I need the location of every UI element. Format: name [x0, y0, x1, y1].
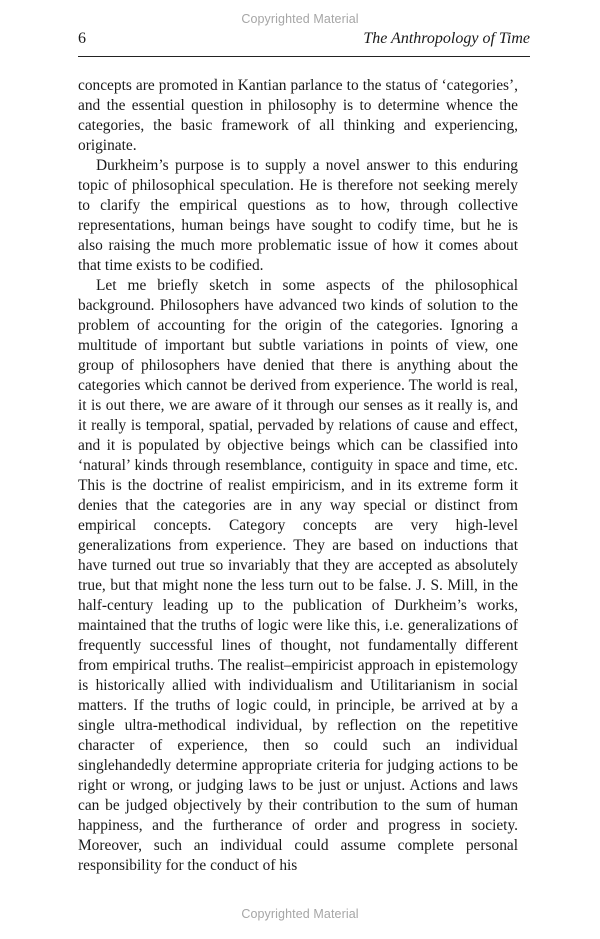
body-text [78, 76, 518, 876]
running-head: The Anthropology of Time [363, 30, 530, 47]
copyright-watermark-top: Copyrighted Material [241, 12, 359, 26]
page-number: 6 [78, 30, 86, 47]
page-header [78, 30, 530, 52]
paragraph-continuation: concepts are promoted in Kantian parlance to the status of ‘categories’, and the essential question in philosophy is to determine whence the categories, the basic framework of all thinking and experiencing, originate. [78, 77, 518, 154]
paragraph-philosophical-background: Let me briefly sketch in some aspects of the philosophical background. Philosophers have advanced two kinds of solution to the problem of accounting for the origin of the categories. Ignoring a multitude of important but subtle variations in points of view, one group of philosophers have denied that there is anything about the categories which cannot be derived from experience. The world is real, it is out there, we are aware of it through our senses as it really is, and it really is temporal, spatial, pervaded by relations of cause and effect, and it is populated by objective beings which can be classified into ‘natural’ kinds through resemblance, contiguity in space and time, etc. This is the doctrine of realist empiricism, and in its extreme form it denies that the categories are in any way special or distinct from empirical concepts. Category concepts are very high-level generalizations from experience. They are based on inductions that have turned out true so invariably that they are accepted as absolutely true, but that might none the less turn out to be false. J. S. Mill, in the half-century leading up to the publication of Durkheim’s works, maintained that the truths of logic were like this, i.e. generalizations of frequently successful lines of thought, not fundamentally different from empirical truths. The realist–empiricist approach in epistemology is historically allied with individualism and Utilitarianism in social matters. If the truths of logic could, in principle, be arrived at by a single ultra-methodical individual, by reflection on the repetitive character of experience, then so could such an individual singlehandedly determine appropriate criteria for judging actions to be right or wrong, or judging laws to be just or unjust. Actions and laws can be judged objectively by their contribution to the sum of human happiness, and the furtherance of order and progress in society. Moreover, such an individual could assume complete personal responsibility for the conduct of his [78, 277, 518, 874]
header-rule [78, 56, 530, 57]
paragraph-durkheim-purpose: Durkheim’s purpose is to supply a novel answer to this enduring topic of philosophical speculation. He is therefore not seeking merely to clarify the empirical questions as to how, through collective representations, human beings have sought to codify time, but he is also raising the much more problematic issue of how it comes about that time exists to be codified. [78, 157, 518, 274]
copyright-watermark-bottom: Copyrighted Material [241, 907, 359, 921]
